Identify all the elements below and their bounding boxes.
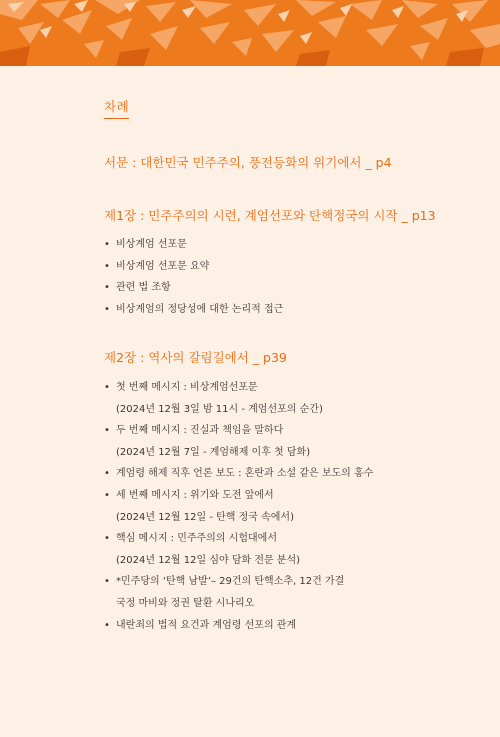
list-item: • 비상계엄 선포문 요약 <box>104 256 283 278</box>
list-item: • 관련 법 조항 <box>104 277 283 299</box>
toc-heading: 차례 <box>104 97 129 119</box>
list-item: • 세 번째 메시지 : 위기와 도전 앞에서 <box>104 485 373 507</box>
decorative-banner <box>0 0 500 66</box>
preface-title: 서문 : 대한민국 민주주의, 풍전등화의 위기에서 _ p4 <box>104 155 392 170</box>
list-item: • 비상계엄의 정당성에 대한 논리적 접근 <box>104 299 283 321</box>
list-item-subtext: (2024년 12월 3일 밤 11시 - 계엄선포의 순간) <box>116 403 323 415</box>
list-item: • *민주당의 ‘탄핵 남발’– 29건의 탄핵소추, 12건 가결 <box>104 571 373 593</box>
chapter2-title: 제2장 : 역사의 갈림길에서 _ p39 <box>104 350 287 365</box>
list-item-subtext: 국정 마비와 정권 탈환 시나리오 <box>116 597 255 609</box>
list-item: • 계엄령 해제 직후 언론 보도 : 혼란과 소설 같은 보도의 홍수 <box>104 463 373 485</box>
list-item: • 내란죄의 법적 요건과 계엄령 선포의 관계 <box>104 615 373 637</box>
list-item-subtext: (2024년 12월 12일 심야 담화 전문 분석) <box>116 554 301 566</box>
list-item: • 비상계엄 선포문 <box>104 234 283 256</box>
list-item: • 핵심 메시지 : 민주주의의 시험대에서 <box>104 528 373 550</box>
list-item-subtext: (2024년 12월 7일 - 계엄해제 이후 첫 담화) <box>116 446 311 458</box>
chapter1-title: 제1장 : 민주주의의 시련, 계엄선포와 탄핵정국의 시작 _ p13 <box>104 208 436 223</box>
list-item: • 첫 번째 메시지 : 비상계엄선포문 <box>104 377 373 399</box>
list-item-subtext: (2024년 12월 12일 - 탄핵 정국 속에서) <box>116 511 294 523</box>
chapter1-item-list <box>104 234 283 320</box>
chapter2-item-list <box>104 377 373 636</box>
list-item: • 두 번째 메시지 : 진실과 책임을 말하다 <box>104 420 373 442</box>
